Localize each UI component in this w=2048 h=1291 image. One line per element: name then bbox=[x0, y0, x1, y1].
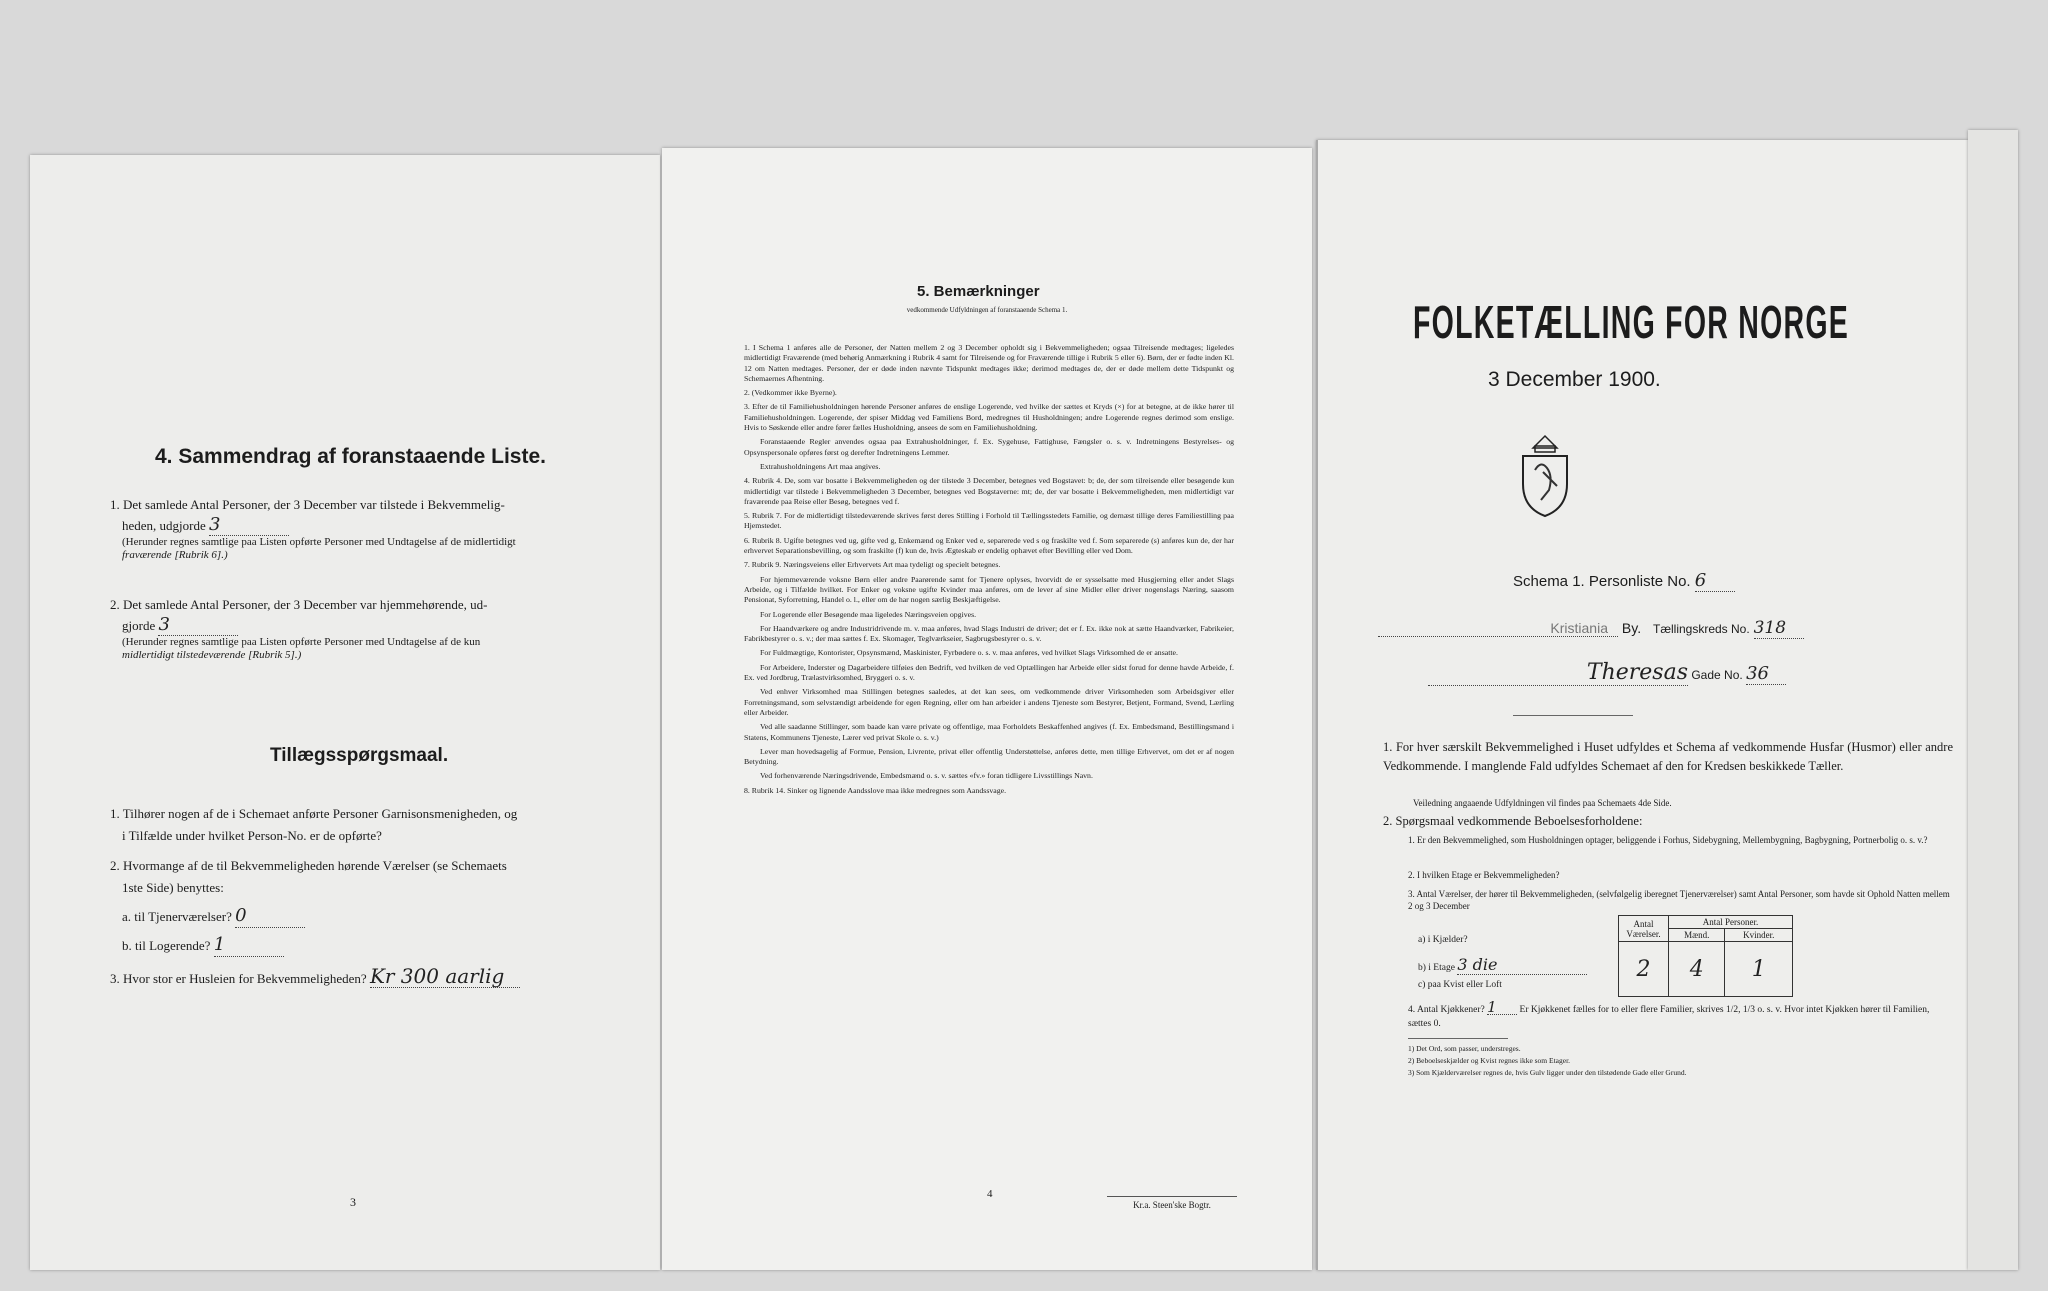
remark-item: For Logerende eller Besøgende maa ligeledes Næringsveien opgives. bbox=[760, 609, 977, 619]
remark-item: Ved enhver Virksomhed maa Stillingen betegnes saaledes, at det kan sees, om vedkommende driver Virksomheden som Arbeidsgiver eller Forretningsmand, som selvstændigt arbeidende for egen Regning, eller om han arbeider i andens Tjeneste som Bestyrer, Betjent, Formand, Svend, Lærling eller Arbeider. bbox=[744, 687, 1234, 717]
remarks-heading: 5. Bemærkninger bbox=[917, 283, 1040, 300]
row-b-value: 3 die bbox=[1457, 955, 1587, 975]
remark-item: Foranstaaende Regler anvendes ogsaa paa Extrahusholdninger, f. Ex. Sygehuse, Fattighuse, Fængsler o. s. v. Indretningens Bestyrelses- og Opsynspersonale opføres først og derefter Indretningens Lemmer. bbox=[744, 437, 1234, 457]
by-label: By. bbox=[1621, 620, 1642, 636]
remark-item: For Haandværkere og andre Industridrivende m. v. maa anføres, hvad Slags Industri de driver; det er f. Ex. ikke nok at sætte Haandværker, Fabrikeier, Fabrikbestyrer o. s. v.; der maa sættes f. Ex. Skomager, Teglværkseier, Sagbrugsbestyrer o. s. v. bbox=[744, 623, 1234, 644]
remark-item: 6. Rubrik 8. Ugifte betegnes ved ug, gifte ved g, Enkemænd og Enker ved e, separerede ved s og fraskilte ved f. Som separerede (s) anføres kun de, der har erhvervet Separationsbevilling, og som fraskilte (f) kun de, hvis Ægteskab er endelig ophævet efter Bevilling eller ved Dom. bbox=[744, 535, 1234, 556]
city-line bbox=[1378, 618, 1938, 639]
remark-item: 7. Rubrik 9. Næringsveiens eller Erhvervets Art maa tydeligt og specielt betegnes. bbox=[744, 560, 1001, 570]
t2b-value: 1 bbox=[214, 934, 284, 957]
q2-note1: (Herunder regnes samtlige paa Listen opførte Personer med Undtagelse af de kun bbox=[122, 636, 481, 648]
q2-line1: 2. Det samlede Antal Personer, der 3 December var hjemmehørende, ud- bbox=[110, 597, 488, 612]
remark-item: For Arbeidere, Inderster og Dagarbeidere tilføies den Bedrift, ved hvilken de ved Optællingen har Arbeide eller sidst forud for denne havde Arbeide, f. Ex. ved Jordbrug, Trælastvirksomhed, Bryggeri o. s. v. bbox=[744, 662, 1234, 683]
kreds-label: Tællingskreds No. bbox=[1652, 622, 1750, 636]
value-rooms: 2 bbox=[1619, 942, 1669, 997]
cover-q1: 1. Er den Bekvemmelighed, som Husholdningen optager, beliggende i Forhus, Sidebygning, Mellembygning, Bagbygning, Portnerbolig o. s. v.? bbox=[1408, 835, 1928, 845]
street-line bbox=[1428, 660, 1948, 686]
q4-label: 4. Antal Kjøkkener? bbox=[1408, 1005, 1485, 1015]
summary-q1 bbox=[110, 495, 630, 562]
city-name: Kristiania bbox=[1378, 620, 1618, 637]
header-persons: Antal Personer. bbox=[1669, 916, 1793, 929]
remark-item: 3. Efter de til Familiehusholdningen hørende Personer anføres de enslige Logerende, ved hvilke der sættes et Kryds (×) for at betegne, at de ikke hører til Familiehusholdningen. Logerende, der spiser Middag ved Familiens Bord, medregnes til Husholdningen; andre Logerende regnes derimod som enslige. Hvis to Søskende eller andre fører fælles Husholdning, ansees de som en Familiehusholdning. bbox=[744, 402, 1234, 433]
remarks-list bbox=[744, 343, 1234, 800]
t2-line2: 1ste Side) benyttes: bbox=[122, 880, 224, 895]
q1-line1: 1. Det samlede Antal Personer, der 3 December var tilstede i Bekvemmelig- bbox=[110, 497, 505, 512]
footnote-divider bbox=[1408, 1038, 1508, 1039]
supplementary-questions bbox=[110, 803, 650, 990]
kreds-value: 318 bbox=[1754, 618, 1804, 639]
row-c-label: c) paa Kvist eller Loft bbox=[1418, 980, 1502, 990]
t1-line1: 1. Tilhører nogen af de i Schemaet anførte Personer Garnisonsmenigheden, og bbox=[110, 806, 518, 821]
remark-item: 8. Rubrik 14. Sinker og lignende Aandsslove maa ikke medregnes som Aandssvage. bbox=[744, 785, 1007, 795]
remark-item: Lever man hovedsagelig af Formue, Pension, Livrente, privat eller offentlig Understøttelse, anføres dette, men tillige Erhvervet, om det er af nogen Betydning. bbox=[744, 746, 1234, 767]
census-date: 3 December 1900. bbox=[1488, 368, 1661, 391]
t2a-value: 0 bbox=[235, 905, 305, 928]
remark-item: For Fuldmægtige, Kontorister, Opsynsmænd, Maskinister, Fyrbødere o. s. v. maa anføres, ved hvilket Slags Virksomhed de er ansatte. bbox=[760, 648, 1178, 658]
t2a-label: a. til Tjenerværelser? bbox=[122, 909, 232, 924]
dwelling-table bbox=[1618, 915, 1793, 997]
summary-heading: 4. Sammendrag af foranstaaende Liste. bbox=[155, 445, 546, 468]
remark-item: 1. I Schema 1 anføres alle de Personer, der Natten mellem 2 og 3 December opholdt sig i Bekvemmeligheden; ogsaa Tilreisende medtages; ligeledes midlertidigt Fraværende (med behørig Anmærkning i Rubrik 4 samt for Tilreisende og for Fraværende tillige i Rubrik 5 eller 6). Børn, der er fødte inden Kl. 12 om Natten medtages. Personer, der er døde inden nævnte Tidspunkt medtages ikke; derimod medtages de, der er døde mellem dette Tidspunkt og Schemaernes Afhentning. bbox=[744, 343, 1234, 383]
page-summary bbox=[30, 155, 660, 1270]
t1-line2: i Tilfælde under hvilket Person-No. er de opførte? bbox=[122, 828, 382, 843]
value-men: 4 bbox=[1669, 942, 1725, 997]
cover-item2: 2. Spørgsmaal vedkommende Beboelsesforholdene: bbox=[1383, 814, 1643, 828]
t3-value: Kr 300 aarlig bbox=[370, 965, 520, 988]
summary-q2 bbox=[110, 595, 630, 662]
footnote: 2) Beboelseskjælder og Kvist regnes ikke som Etager. bbox=[1408, 1056, 1571, 1065]
row-b-label: b) i Etage bbox=[1418, 963, 1455, 973]
q4-text: Er Kjøkkenet fælles for to eller flere Familier, skrives 1/2, 1/3 o. s. v. Hvor intet Kjøkken hører til Familien, sættes 0. bbox=[1408, 1005, 1930, 1029]
remark-item: For hjemmeværende voksne Børn eller andre Paarørende samt for Tjenere oplyses, hvorvidt de er sysselsatte med Husgjerning eller andet Slags Arbeide, og i Tilfælde hvilket. For Enker og voksne ugifte Kvinder maa anføres, om de lever af sine Midler eller driver nogenslags Næring, saasom Pensionat, Syforretning, Handel o. l., eller om de har nogen særlig Beskjæftigelse. bbox=[744, 574, 1234, 605]
t2b-label: b. til Logerende? bbox=[122, 938, 211, 953]
q4-value: 1 bbox=[1487, 1000, 1517, 1015]
footnotes bbox=[1408, 1043, 1953, 1079]
footnote: 3) Som Kjælderværelser regnes de, hvis Gulv ligger under den tilstødende Gade eller Grund. bbox=[1408, 1068, 1687, 1077]
t2-line1: 2. Hvormange af de til Bekvemmeligheden hørende Værelser (se Schemaets bbox=[110, 858, 507, 873]
remark-item: Extrahusholdningens Art maa angives. bbox=[760, 461, 881, 471]
header-rooms: Antal Værelser. bbox=[1619, 916, 1669, 942]
q1-note1: (Herunder regnes samtlige paa Listen opførte Personer med Undtagelse af de midlertidigt bbox=[122, 536, 516, 548]
t3-label: 3. Hvor stor er Husleien for Bekvemmeligheden? bbox=[110, 971, 367, 986]
q1-value: 3 bbox=[209, 515, 289, 536]
cover-q2: 2. I hvilken Etage er Bekvemmeligheden? bbox=[1408, 870, 1560, 880]
remark-item: 4. Rubrik 4. De, som var bosatte i Bekvemmeligheden og der tilstede 3 December, betegnes ved Bogstavet: b; de, der som tilreisende eller besøgende kun midlertidigt var tilstede i Bekvemmeligheden 3 December, betegnes ved Bogstaverne: mt; de, der var bosatte i Bekvemmeligheden, men midlertidigt var fraværende paa Reise eller Besøg, betegnes ved f. bbox=[744, 476, 1234, 506]
q1-line2: heden, udgjorde bbox=[122, 518, 206, 533]
q2-value: 3 bbox=[158, 615, 238, 636]
gade-value: 36 bbox=[1746, 663, 1786, 685]
cover-q4 bbox=[1408, 1000, 1953, 1031]
header-men: Mænd. bbox=[1669, 929, 1725, 942]
remark-item: 2. (Vedkommer ikke Byerne). bbox=[744, 388, 837, 398]
header-women: Kvinder. bbox=[1725, 929, 1793, 942]
remarks-subheading: vedkommende Udfyldningen af foranstaaende Schema 1. bbox=[906, 306, 1068, 314]
page-cover bbox=[1316, 140, 1968, 1270]
separator-line bbox=[1513, 715, 1633, 716]
q2-line2: gjorde bbox=[122, 618, 156, 633]
gade-label: Gade No. bbox=[1691, 668, 1743, 682]
census-title: FOLKETÆLLING FOR NORGE bbox=[1413, 296, 1850, 348]
row-a-label: a) i Kjælder? bbox=[1418, 935, 1468, 945]
cover-q3: 3. Antal Værelser, der hører til Bekvemmeligheden, (selvfølgelig iberegnet Tjenerværelser) samt Antal Personer, som havde sit Ophold Natten mellem 2 og 3 December bbox=[1408, 889, 1950, 911]
coat-of-arms-icon bbox=[1513, 430, 1577, 520]
cover-item1: 1. For hver særskilt Bekvemmelighed i Huset udfyldes et Schema af vedkommende Husfar (Husmor) eller andre Vedkommende. I manglende Fald udfyldes Schemaet af den for Kredsen beskikkede Tæller. bbox=[1383, 740, 1953, 773]
printer-note: Kr.a. Steen'ske Bogtr. bbox=[1107, 1196, 1237, 1211]
schema-value: 6 bbox=[1695, 570, 1735, 592]
cover-item1-note: Veiledning angaaende Udfyldningen vil findes paa Schemaets 4de Side. bbox=[1413, 798, 1672, 808]
page-number-3: 3 bbox=[350, 1195, 356, 1209]
q1-note2: fraværende [Rubrik 6].) bbox=[122, 549, 228, 561]
schema-label: Schema 1. Personliste No. bbox=[1513, 573, 1691, 590]
row-b bbox=[1418, 955, 1587, 975]
value-women: 1 bbox=[1725, 942, 1793, 997]
page-remarks bbox=[662, 148, 1312, 1270]
page-number-4: 4 bbox=[987, 1188, 993, 1200]
supplementary-heading: Tillægsspørgsmaal. bbox=[270, 745, 449, 766]
street-name: Theresas bbox=[1428, 660, 1688, 686]
remark-item: 5. Rubrik 7. For de midlertidigt tilstedeværende skrives først deres Stilling i Forhold til Tællingsstedets Familie, og dernæst tillige deres Familiestilling paa Hjemstedet. bbox=[744, 511, 1234, 531]
remark-item: Ved forhenværende Næringsdrivende, Embedsmænd o. s. v. sættes «fv.» foran tidligere Livsstillings Navn. bbox=[760, 771, 1093, 781]
q2-note2: midlertidigt tilstedeværende [Rubrik 5].) bbox=[122, 649, 302, 661]
footnote: 1) Det Ord, som passer, understreges. bbox=[1408, 1044, 1521, 1053]
schema-line bbox=[1513, 570, 1735, 592]
page-edge bbox=[1968, 130, 2018, 1270]
remark-item: Ved alle saadanne Stillinger, som baade kan være private og offentlige, maa Forholdets Beskaffenhed angives (f. Ex. Embedsmand, Bestillingsmand i Statens, Kommunens Tjeneste, Lærer ved privat Skole o. s. v.) bbox=[744, 722, 1234, 742]
